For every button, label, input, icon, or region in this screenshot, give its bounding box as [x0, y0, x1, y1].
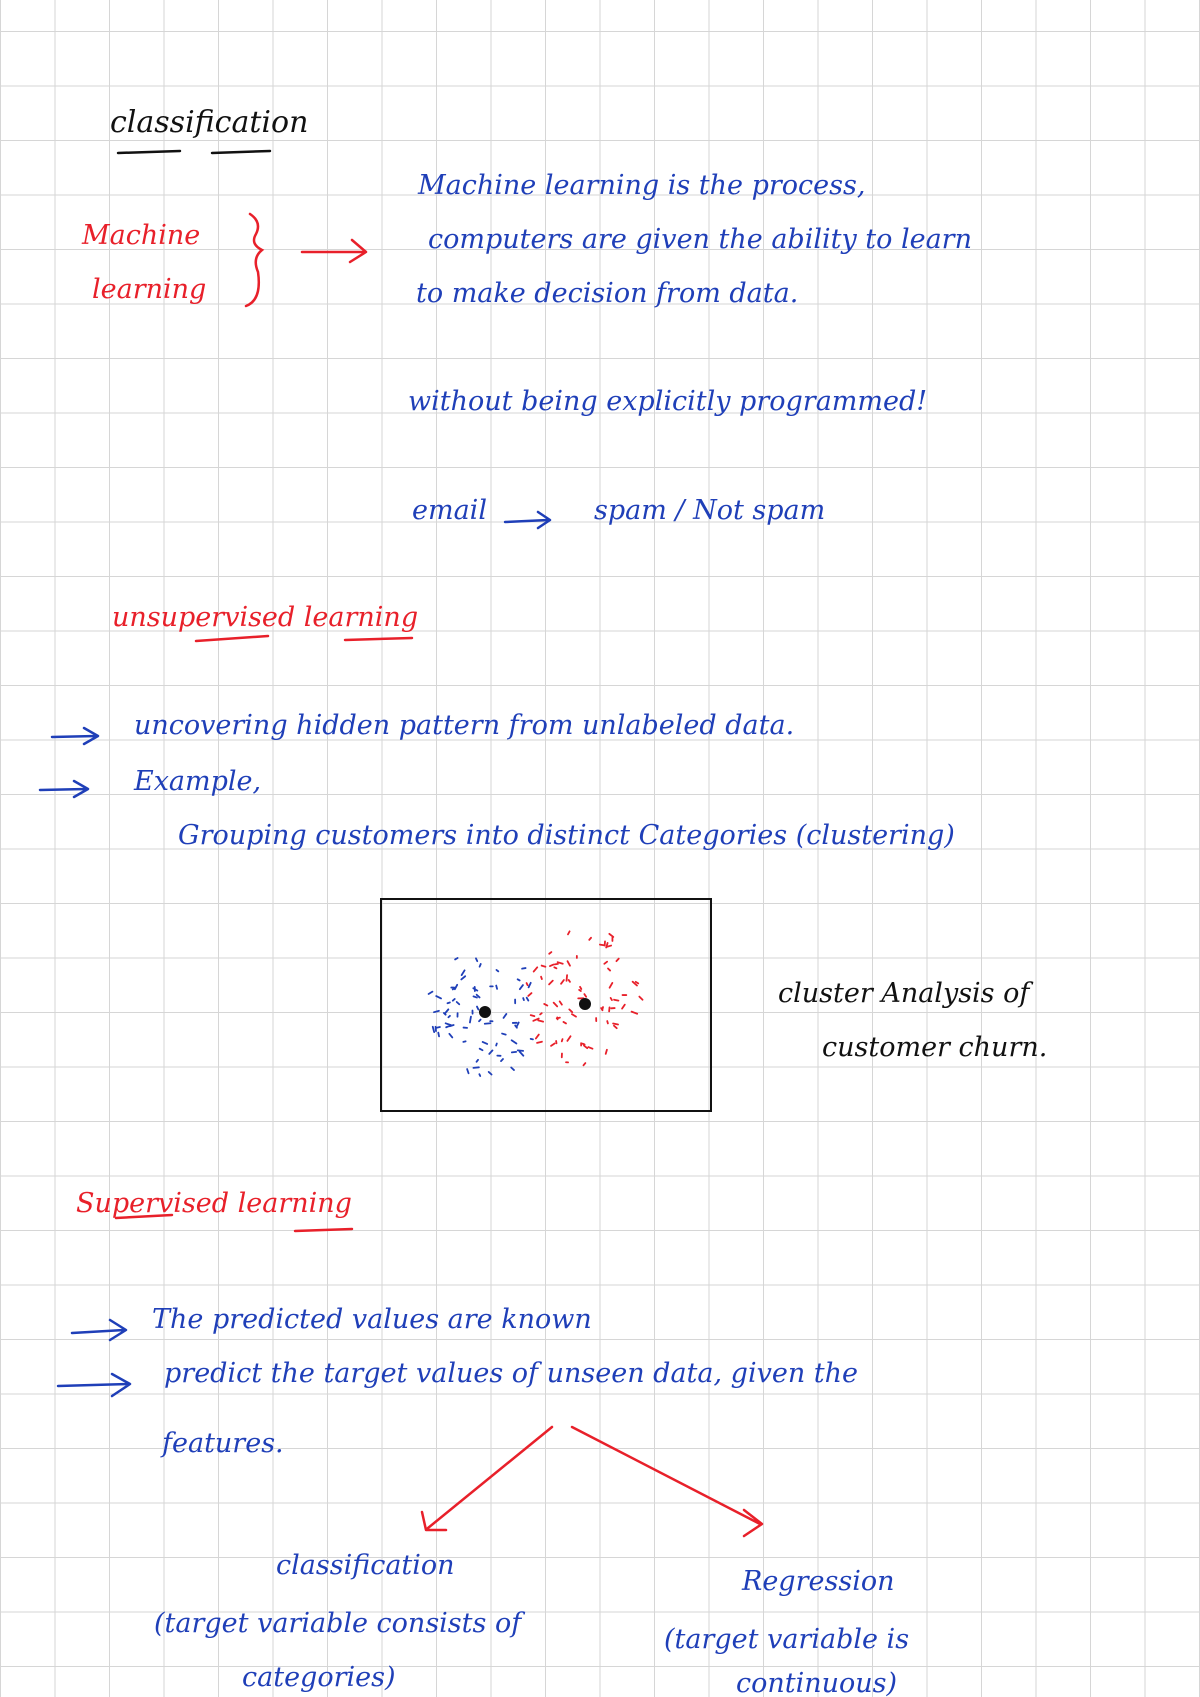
cluster-point-red: [600, 945, 604, 946]
cluster-point-blue: [433, 1027, 434, 1032]
cluster-point-blue: [501, 1059, 503, 1061]
cluster-point-red: [554, 967, 556, 968]
cluster-diagram: [380, 898, 712, 1112]
cluster-point-red: [569, 1009, 572, 1012]
unsupervised-point2: Example,: [134, 766, 262, 797]
cluster-point-blue: [445, 1009, 449, 1013]
email-example: email: [412, 495, 487, 526]
cluster-point-red: [567, 1036, 570, 1041]
cluster-point-blue: [518, 979, 520, 980]
arrow-right-icon: [58, 1374, 130, 1396]
ml-label-line2: learning: [92, 274, 207, 305]
cluster-point-red: [538, 1020, 543, 1021]
heading-underline: [118, 151, 270, 153]
cluster-point-blue: [479, 1020, 481, 1022]
cluster-point-blue: [446, 1023, 451, 1025]
cluster-point-blue: [429, 992, 433, 994]
cluster-point-red: [555, 964, 558, 965]
cluster-point-red: [541, 977, 542, 979]
cluster-point-red: [583, 1044, 585, 1045]
cluster-point-blue: [520, 1052, 524, 1056]
arrow-right-icon: [505, 512, 550, 528]
cluster-point-red: [554, 1003, 558, 1007]
cluster-point-blue: [485, 1023, 491, 1024]
ml-definition-line1: Machine learning is the process,: [418, 170, 866, 201]
cluster-point-red: [616, 959, 618, 962]
cluster-centroid: [579, 998, 591, 1010]
branch-right-desc-line2: continuous): [736, 1668, 898, 1697]
cluster-point-red: [536, 1035, 539, 1039]
brace-icon: [246, 214, 262, 306]
cluster-point-blue: [457, 1002, 460, 1004]
cluster-point-blue: [496, 986, 497, 989]
cluster-point-blue: [502, 1034, 506, 1035]
cluster-point-blue: [511, 1067, 514, 1070]
cluster-point-blue: [523, 998, 524, 1000]
supervised-heading: Supervised learning: [76, 1188, 352, 1219]
cluster-point-blue: [476, 958, 477, 961]
ml-label-line1: Machine: [82, 220, 201, 251]
cluster-point-red: [568, 931, 570, 934]
cluster-point-blue: [473, 1067, 478, 1068]
supervised-point2: predict the target values of unseen data, given the: [164, 1358, 859, 1389]
cluster-plot: [382, 900, 714, 1114]
arrow-right-icon: [302, 240, 366, 262]
cluster-point-blue: [477, 1060, 479, 1062]
cluster-point-blue: [437, 1027, 440, 1028]
cluster-point-blue: [463, 1041, 465, 1042]
cluster-point-blue: [446, 1026, 448, 1027]
cluster-point-blue: [522, 968, 525, 969]
arrow-right-icon: [40, 781, 88, 797]
cluster-point-blue: [483, 1042, 488, 1044]
cluster-point-blue: [453, 999, 455, 1001]
cluster-point-blue: [461, 976, 465, 979]
cluster-point-red: [544, 1004, 547, 1006]
cluster-point-blue: [529, 983, 531, 988]
cluster-point-red: [604, 962, 607, 964]
cluster-point-red: [614, 1000, 618, 1001]
cluster-point-red: [569, 980, 570, 982]
cluster-point-blue: [455, 958, 458, 959]
cluster-point-red: [560, 1001, 562, 1004]
cluster-point-red: [608, 968, 610, 970]
cluster-point-red: [527, 983, 528, 985]
heading-underline: [196, 636, 412, 641]
cluster-caption-line2: customer churn.: [822, 1032, 1048, 1063]
cluster-point-blue: [479, 1074, 480, 1076]
cluster-point-red: [540, 1013, 542, 1014]
cluster-point-red: [610, 983, 613, 988]
cluster-point-red: [537, 1042, 542, 1043]
cluster-point-blue: [489, 1050, 492, 1053]
cluster-point-red: [534, 967, 538, 971]
ml-definition-line2: computers are given the ability to learn: [428, 224, 972, 255]
cluster-point-red: [542, 966, 546, 967]
cluster-point-blue: [467, 1069, 468, 1073]
cluster-point-blue: [474, 996, 477, 997]
cluster-point-red: [561, 980, 564, 984]
cluster-point-red: [636, 982, 638, 984]
cluster-point-blue: [527, 998, 529, 1001]
cluster-point-blue: [473, 988, 477, 990]
cluster-point-red: [609, 934, 613, 937]
cluster-point-blue: [436, 996, 441, 998]
cluster-point-red: [622, 1005, 625, 1009]
cluster-point-red: [580, 987, 581, 989]
branch-right-title: Regression: [742, 1566, 895, 1597]
cluster-point-red: [528, 993, 531, 996]
supervised-point2b: features.: [162, 1428, 284, 1459]
arrow-right-icon: [72, 1320, 126, 1340]
cluster-point-red: [567, 975, 568, 981]
cluster-point-red: [549, 952, 551, 954]
cluster-point-red: [602, 1007, 603, 1009]
ml-definition-line4: without being explicitly programmed!: [408, 386, 928, 417]
unsupervised-point1: uncovering hidden pattern from unlabeled data.: [134, 710, 795, 741]
branch-arrow-right: [572, 1427, 762, 1536]
cluster-point-blue: [480, 964, 481, 967]
email-result: spam / Not spam: [594, 495, 826, 526]
cluster-point-red: [531, 1015, 535, 1016]
cluster-point-red: [632, 1012, 638, 1014]
cluster-point-red: [589, 938, 591, 940]
cluster-point-red: [588, 1047, 592, 1049]
cluster-point-blue: [434, 1011, 439, 1012]
cluster-caption-line1: cluster Analysis of: [778, 978, 1030, 1009]
branch-left-desc-line2: categories): [242, 1662, 396, 1693]
cluster-point-red: [557, 1018, 560, 1019]
branch-left-desc-line1: (target variable consists of: [154, 1608, 522, 1639]
cluster-point-blue: [520, 985, 523, 989]
cluster-centroid: [479, 1006, 491, 1018]
cluster-point-blue: [462, 970, 465, 975]
branch-arrow-left: [422, 1427, 552, 1530]
cluster-point-blue: [512, 1040, 517, 1043]
cluster-point-red: [613, 1023, 618, 1024]
cluster-point-red: [639, 997, 642, 1000]
arrow-right-icon: [52, 728, 98, 744]
cluster-point-red: [614, 1026, 617, 1028]
cluster-point-blue: [455, 985, 457, 989]
cluster-point-blue: [470, 1017, 471, 1023]
cluster-point-red: [584, 1046, 587, 1049]
cluster-point-red: [562, 1039, 563, 1041]
cluster-point-blue: [504, 1014, 507, 1018]
cluster-point-red: [563, 1022, 566, 1023]
unsupervised-example: Grouping customers into distinct Categories (clustering): [178, 820, 955, 851]
cluster-point-red: [550, 965, 554, 967]
supervised-point1: The predicted values are known: [152, 1304, 592, 1335]
cluster-point-blue: [489, 1072, 492, 1075]
unsupervised-heading: unsupervised learning: [112, 602, 419, 633]
cluster-point-blue: [438, 1033, 439, 1037]
cluster-point-blue: [496, 970, 498, 971]
cluster-point-red: [584, 994, 586, 997]
cluster-point-red: [606, 1050, 607, 1054]
cluster-point-red: [551, 1044, 555, 1046]
cluster-point-blue: [447, 1002, 449, 1003]
cluster-point-blue: [477, 1007, 478, 1010]
cluster-point-blue: [480, 1049, 483, 1051]
page-title: classification: [110, 105, 309, 140]
cluster-point-red: [579, 990, 581, 991]
cluster-point-red: [611, 998, 612, 1000]
cluster-point-blue: [449, 1034, 452, 1038]
ml-definition-line3: to make decision from data.: [416, 278, 799, 309]
cluster-point-red: [549, 981, 553, 985]
cluster-point-blue: [448, 1016, 449, 1017]
cluster-point-blue: [496, 1044, 497, 1046]
branch-right-desc-line1: (target variable is: [664, 1624, 910, 1655]
cluster-point-red: [607, 1021, 608, 1023]
cluster-point-red: [572, 1014, 576, 1017]
branch-left-title: classification: [276, 1550, 455, 1581]
cluster-point-red: [568, 961, 570, 966]
cluster-point-red: [583, 1063, 585, 1065]
